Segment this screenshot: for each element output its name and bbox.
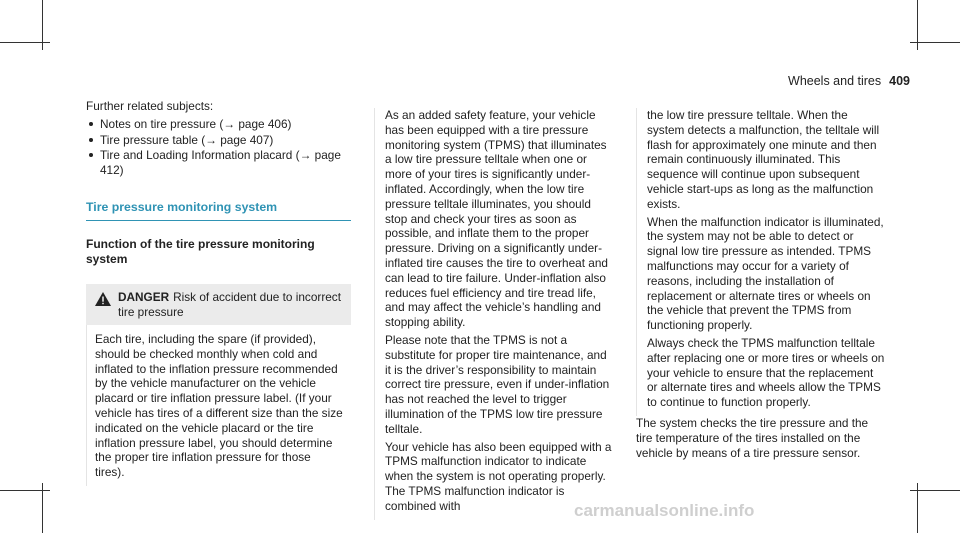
danger-summary: Risk of accident due to incorrect tire pressure (118, 290, 341, 320)
warning-triangle-icon (94, 291, 118, 307)
page-number: 409 (889, 74, 910, 88)
paragraph: Please note that the TPMS is not a substitute for proper tire maintenance, and it is the driver’s responsibility to maintain correct tire pressure, even if under-inflation has not reached the level to trigger illumination of the TPMS low tire pressure telltale. (385, 332, 610, 436)
related-list (86, 117, 351, 178)
danger-text: Each tire, including the spare (if provided), should be checked monthly when cold and inflated to the inflation pressure recommended by the vehicle manufacturer on the vehicle placard or tire inflation pressure label. (If your vehicle has tires of a different size than the size indicated on the vehicle placard or the tire inflation pressure label, you should determine the proper tire inflation pressure for those tires). (95, 331, 343, 480)
danger-header (86, 284, 351, 325)
further-related-label: Further related subjects: (86, 99, 214, 113)
paragraph: the low tire pressure telltale. When the system detects a malfunction, the telltale will flash for approximately one minute and then remain continuously illuminated. This sequence will continue upon subsequent vehicle start-ups as long as the malfunction exists. (647, 108, 880, 211)
column-2 (374, 108, 614, 520)
column-1 (86, 99, 351, 486)
paragraph: When the malfunction indicator is illuminated, the system may not be able to detect or signal low tire pressure as intended. TPMS malfunctions may occur for a variety of reasons, including the installation of replacement or alternate tires or wheels on the vehicle that prevent the TPMS from functioning properly. (647, 214, 884, 333)
watermark: carmanualsonline.info (574, 501, 755, 520)
section-title: Wheels and tires (788, 74, 882, 88)
page-header (788, 74, 910, 88)
danger-box (86, 284, 351, 486)
function-heading: Function of the tire pressure monitoring system (86, 236, 315, 266)
closing-paragraph: The system checks the tire pressure and the tire temperature of the tires installed on the vehicle by means of a tire pressure sensor. (636, 415, 869, 460)
section-heading: Tire pressure monitoring system (86, 200, 351, 221)
paragraph: Your vehicle has also been equipped with a TPMS malfunction indicator to indicate when the system is not operating properly. The TPMS malfunction indicator is combined with (385, 439, 612, 513)
related-link[interactable]: Tire and Loading Information placard (→ page 412) (86, 148, 351, 178)
related-link[interactable]: Tire pressure table (→ page 407) (86, 133, 351, 148)
danger-body (86, 325, 351, 486)
related-link[interactable]: Notes on tire pressure (→ page 406) (86, 117, 351, 132)
danger-label: DANGER (118, 290, 170, 305)
paragraph: Always check the TPMS malfunction telltale after replacing one or more tires or wheels on your vehicle to ensure that the replacement or alternate tires and wheels allow the TPMS to continue to function properly. (647, 335, 885, 410)
paragraph: As an added safety feature, your vehicle has been equipped with a tire pressure monitoring system (TPMS) that illuminates a low tire pressure telltale when one or more of your tires is significantly under-inflated. Accordingly, when the low tire pressure telltale illuminates, you should stop and check your tires as soon as possible, and inflate them to the proper pressure. Driving on a significantly under-inflated tire causes the tire to overheat and can lead to tire failure. Under-inflation also reduces fuel efficiency and tire tread life, and may affect the vehicle’s handling and stopping ability. (385, 108, 608, 330)
tpms-notice-continued (636, 108, 886, 416)
tpms-notice (374, 108, 614, 520)
column-3 (636, 108, 886, 460)
